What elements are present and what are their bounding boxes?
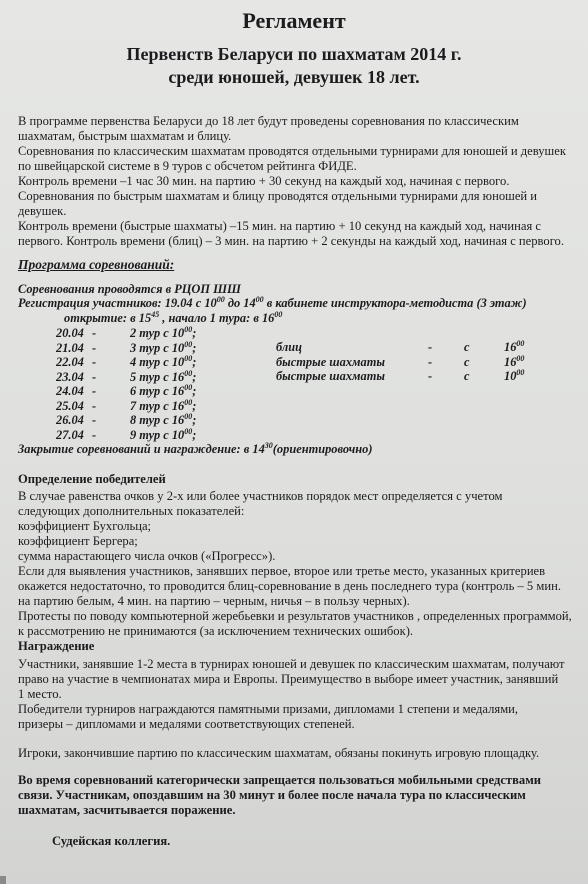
winners-line: окажется недостаточно, то проводится блиц-соревнование в день последнего тура (контроль – 5 мин. xyxy=(18,579,561,593)
winners-line: коэффициент Бухгольца; xyxy=(18,519,152,533)
round-date: 27.04 xyxy=(56,428,84,442)
round-dash: - xyxy=(92,428,97,442)
program-venue: Соревнования проводятся в РЦОП ШШ xyxy=(18,282,242,296)
side-event-dash: - xyxy=(428,340,433,354)
intro-line: шахматам, быстрым шахматам и блицу. xyxy=(18,129,232,143)
winners-line: на партию белым, 4 мин. на партию – черным, ничья – в пользу черных). xyxy=(18,594,410,608)
side-event-time: $10^{00}$ xyxy=(504,367,525,383)
round-date: 25.04 xyxy=(56,399,84,413)
intro-line: Контроль времени –1 час 30 мин. на партию + 30 секунд на каждый ход, начиная с первого. xyxy=(18,174,510,188)
winners-line: следующих дополнительных показателей: xyxy=(18,504,245,518)
intro-line: первого. Контроль времени (блиц) – 3 мин. на партию + 2 секунды на каждый ход, начиная с первого. xyxy=(18,234,565,248)
warning-line: связи. Участникам, опоздавшим на 30 минут и более после начала тура по классическим xyxy=(18,788,526,802)
winners-line: к рассмотрению не принимаются (за исключением технических ошибок). xyxy=(18,624,414,638)
awards-heading: Награждение xyxy=(18,639,95,653)
winners-line: коэффициент Бергера; xyxy=(18,534,138,548)
round-date: 23.04 xyxy=(56,370,84,384)
round-date: 26.04 xyxy=(56,413,84,427)
round-time: 8 тур с $16^{00}$; xyxy=(130,411,197,427)
round-dash: - xyxy=(92,326,97,340)
round-date: 21.04 xyxy=(56,341,84,355)
round-time: 2 тур с $10^{00}$; xyxy=(130,324,197,340)
intro-line: по швейцарской системе в 9 туров с обсчетом рейтинга ФИДЕ. xyxy=(18,159,357,173)
round-date: 24.04 xyxy=(56,384,84,398)
side-event-time: $16^{00}$ xyxy=(504,338,525,354)
side-event-prep: с xyxy=(464,369,470,383)
round-dash: - xyxy=(92,355,97,369)
registration-line: Регистрация участников: 19.04 с $10^{00}$ до $14^{00}$ в кабинете инструктора-методиста (3 этаж) xyxy=(18,294,527,310)
winners-line: сумма нарастающего числа очков («Прогресс»). xyxy=(18,549,276,563)
intro-line: Соревнования по классическим шахматам проводятся отдельными турнирами для юношей и девушек xyxy=(18,144,566,158)
round-time: 4 тур с $10^{00}$; xyxy=(130,353,197,369)
winners-line: Протесты по поводу компьютерной жеребьевки и результатов участников , определенных программой, xyxy=(18,609,572,623)
round-dash: - xyxy=(92,399,97,413)
side-event-prep: с xyxy=(464,355,470,369)
opening-line: открытие: в $15^{45}$ , начало 1 тура: в $16^{00}$ xyxy=(64,309,283,325)
winners-line: В случае равенства очков у 2-х или более участников порядок мест определяется с учетом xyxy=(18,489,503,503)
winners-line: Если для выявления участников, занявших первое, второе или третье место, указанных критериев xyxy=(18,564,546,578)
side-event-name: быстрые шахматы xyxy=(276,369,385,383)
side-event-prep: с xyxy=(464,340,470,354)
document-title: Регламент xyxy=(242,8,346,33)
round-time: 5 тур с $16^{00}$; xyxy=(130,368,197,384)
program-heading: Программа соревнований: xyxy=(18,257,175,272)
round-dash: - xyxy=(92,384,97,398)
side-event-name: блиц xyxy=(276,340,303,354)
awards-line: Участники, занявшие 1-2 места в турнирах юношей и девушек по классическим шахматам, получают xyxy=(18,657,565,671)
signature: Судейская коллегия. xyxy=(52,834,171,848)
page-corner-mark xyxy=(0,876,6,884)
awards-line: 1 место. xyxy=(18,687,62,701)
round-dash: - xyxy=(92,413,97,427)
intro-line: девушек. xyxy=(18,204,67,218)
awards-line: право на участие в чемпионатах мира и Европы. Преимущество в выборе имеет участник, занявший xyxy=(18,672,559,686)
round-date: 20.04 xyxy=(56,326,84,340)
round-time: 3 тур с $10^{00}$; xyxy=(130,339,197,355)
round-time: 6 тур с $16^{00}$; xyxy=(130,382,197,398)
round-dash: - xyxy=(92,370,97,384)
side-event-dash: - xyxy=(428,369,433,383)
intro-line: В программе первенства Беларуси до 18 лет будут проведены соревнования по классическим xyxy=(18,114,519,128)
intro-line: Контроль времени (быстрые шахматы) –15 мин. на партию + 10 секунд на каждый ход, начиная с xyxy=(18,219,541,233)
round-dash: - xyxy=(92,341,97,355)
intro-line: Соревнования по быстрым шахматам и блицу проводятся отдельными турнирами для юношей и xyxy=(18,189,538,203)
subtitle-line-1: Первенств Беларуси по шахматам 2014 г. xyxy=(126,44,462,64)
subtitle-line-2: среди юношей, девушек 18 лет. xyxy=(168,67,420,87)
awards-line: призеры – дипломами и медалями соответствующих степеней. xyxy=(18,717,355,731)
warning-line: Во время соревнований категорически запрещается пользоваться мобильными средствами xyxy=(18,773,542,787)
closing-line: Закрытие соревнований и награждение: в $14^{30}(ориентировочно)$ xyxy=(18,440,373,456)
round-date: 22.04 xyxy=(56,355,84,369)
round-time: 9 тур с $10^{00}$; xyxy=(130,426,197,442)
warning-line: шахматам, засчитывается поражение. xyxy=(18,803,236,817)
round-time: 7 тур с $16^{00}$; xyxy=(130,397,197,413)
side-event-time: $16^{00}$ xyxy=(504,353,525,369)
leave-note: Игроки, закончившие партию по классическим шахматам, обязаны покинуть игровую площадку. xyxy=(18,746,540,760)
awards-line: Победители турниров награждаются памятными призами, дипломами 1 степени и медалями, xyxy=(18,702,519,716)
side-event-dash: - xyxy=(428,355,433,369)
winners-heading: Определение победителей xyxy=(18,472,166,486)
side-event-name: быстрые шахматы xyxy=(276,355,385,369)
